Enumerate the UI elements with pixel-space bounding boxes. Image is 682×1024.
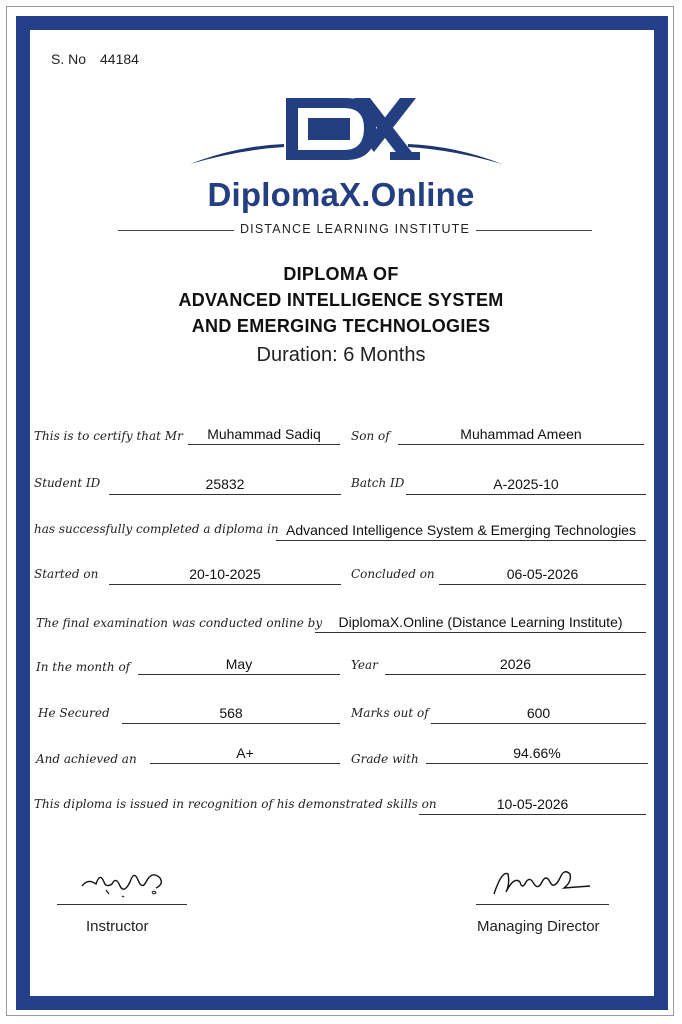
issue-date: 10-05-2026: [419, 796, 646, 815]
start-date: 20-10-2025: [109, 566, 341, 585]
father-name: Muhammad Ameen: [398, 426, 644, 445]
total-marks: 600: [431, 705, 646, 724]
percentage: 94.66%: [426, 745, 648, 764]
grade-with-label: Grade with: [351, 752, 419, 766]
diploma-title-line3: AND EMERGING TECHNOLOGIES: [191, 316, 491, 336]
exam-month: May: [138, 656, 340, 675]
completed-label: has successfully completed a diploma in: [34, 522, 279, 536]
director-signature-icon: [488, 860, 598, 904]
certificate-body: [30, 30, 654, 996]
certify-label: This is to certify that Mr: [34, 429, 183, 443]
student-id: 25832: [109, 476, 341, 495]
exam-year: 2026: [385, 656, 646, 675]
batch-id-label: Batch ID: [351, 476, 405, 490]
director-title: Managing Director: [477, 918, 600, 935]
grade: A+: [150, 745, 340, 764]
director-signature-line: [476, 904, 609, 905]
son-of-label: Son of: [351, 429, 390, 443]
student-name: Muhammad Sadiq: [188, 426, 340, 445]
secured-label: He Secured: [38, 706, 110, 720]
student-id-label: Student ID: [34, 476, 101, 490]
marks-secured: 568: [122, 705, 340, 724]
month-label: In the month of: [36, 660, 131, 674]
exam-label: The final examination was conducted online by: [36, 616, 323, 630]
instructor-signature-line: [57, 904, 187, 905]
diploma-title-line1: DIPLOMA OF: [283, 264, 399, 284]
batch-id: A-2025-10: [406, 476, 646, 495]
serial-label: S. No: [51, 51, 87, 67]
serial-value: 44184: [100, 51, 139, 67]
conclusion-date: 06-05-2026: [439, 566, 646, 585]
institute-tagline: [118, 222, 592, 238]
program-name: Advanced Intelligence System & Emerging Technologies: [276, 522, 646, 541]
exam-conductor: DiplomaX.Online (Distance Learning Institute): [315, 614, 646, 633]
issued-label: This diploma is issued in recognition of his demonstrated skills on: [34, 797, 437, 811]
brand-name: DiplomaX.Online: [207, 176, 475, 213]
achieved-label: And achieved an: [36, 752, 137, 766]
instructor-title: Instructor: [86, 918, 149, 935]
year-label: Year: [351, 658, 378, 672]
tagline-text: DISTANCE LEARNING INSTITUTE: [234, 222, 476, 236]
duration: Duration: 6 Months: [256, 344, 426, 366]
serial-number: [51, 51, 139, 67]
started-label: Started on: [34, 567, 99, 581]
dx-logo-icon: [186, 94, 506, 166]
marks-out-of-label: Marks out of: [351, 706, 429, 720]
concluded-label: Concluded on: [351, 567, 435, 581]
instructor-signature-icon: [76, 864, 176, 904]
diploma-title-line2: ADVANCED INTELLIGENCE SYSTEM: [178, 290, 504, 310]
